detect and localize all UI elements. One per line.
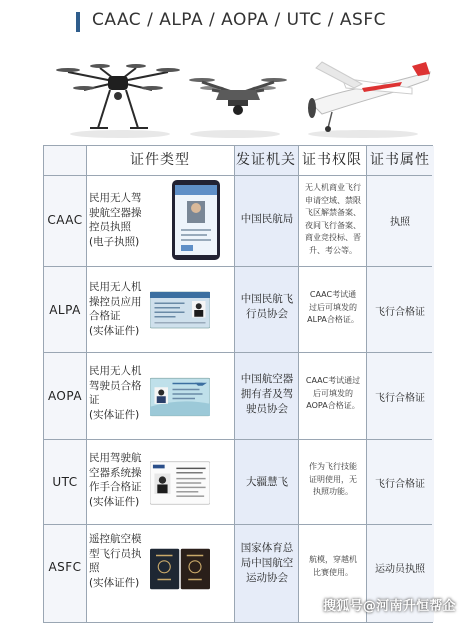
header-authority: 证书权限 — [302, 152, 362, 168]
hexacopter-drone-image — [54, 56, 182, 134]
issuer-text: 中国民航局 — [240, 213, 294, 225]
row-divider — [44, 266, 432, 267]
header-attribute: 证书属性 — [370, 152, 430, 168]
attribute-text: 飞行合格证 — [375, 307, 425, 318]
row-divider — [44, 352, 432, 353]
attribute-text: 执照 — [390, 217, 410, 228]
quadcopter-drone-image — [188, 72, 288, 118]
authority-text: CAAC考试通过 后可填发的 AOPA合格证。 — [305, 376, 361, 410]
authority-text: 航模，穿越机 比赛使用。 — [309, 555, 357, 577]
alpa-certificate-card-image — [150, 286, 210, 334]
source-watermark: 搜狐号@河南升恒帮企 — [322, 599, 456, 614]
license-code: AOPA — [47, 389, 83, 403]
license-code: UTC — [52, 475, 78, 489]
row-divider — [44, 175, 432, 176]
page-header — [0, 0, 466, 40]
attribute-text: 飞行合格证 — [375, 393, 425, 404]
column-divider — [86, 146, 87, 622]
header-issuer: 发证机关 — [236, 152, 296, 168]
asfc-license-passport-image — [150, 542, 210, 596]
aopa-certificate-card-image — [150, 372, 210, 422]
authority-text: 作为飞行技能 证明使用，无 执照功能。 — [309, 462, 357, 496]
column-divider — [234, 146, 235, 622]
fixed-wing-aircraft-image — [302, 58, 438, 134]
issuer-text: 中国航空器 拥有者及驾 驶员协会 — [240, 373, 294, 415]
license-code: CAAC — [47, 213, 83, 227]
column-divider — [298, 146, 299, 622]
issuer-text: 中国民航飞 行员协会 — [240, 293, 294, 320]
attribute-text: 运动员执照 — [375, 564, 425, 575]
license-name: 民用无人机 操控员应用 合格证 (实体证件) — [89, 281, 142, 337]
license-comparison-table — [43, 145, 433, 623]
license-name: 民用驾驶航 空器系统操 作手合格证 (实体证件) — [89, 452, 142, 508]
license-name: 遥控航空模 型飞行员执 照 (实体证件) — [89, 533, 142, 589]
header-accent-bar — [76, 12, 80, 32]
utc-certificate-card-image — [150, 454, 210, 512]
aircraft-illustrations — [40, 44, 440, 144]
license-code: ALPA — [49, 303, 81, 317]
electronic-license-phone-image — [166, 179, 226, 261]
aircraft-shadow — [190, 130, 280, 138]
license-code: ASFC — [48, 560, 82, 574]
authority-text: CAAC考试通 过后可填发的 ALPA合格证。 — [307, 290, 359, 324]
issuer-text: 国家体育总 局中国航空 运动协会 — [240, 542, 294, 584]
license-name: 民用无人机 驾驶员合格 证 (实体证件) — [89, 365, 142, 421]
row-divider — [44, 439, 432, 440]
issuer-text: 大疆慧飞 — [246, 476, 288, 488]
attribute-text: 飞行合格证 — [375, 479, 425, 490]
header-cert-type: 证件类型 — [130, 152, 190, 168]
license-name: 民用无人驾 驶航空器操 控员执照 (电子执照) — [89, 192, 142, 248]
row-divider — [44, 524, 432, 525]
authority-text: 无人机商业飞行 申请空域、禁限 飞区解禁备案、 夜间飞行备案、 商业竞投标、晋 升、考公等。 — [305, 183, 361, 255]
page-title: CAAC / ALPA / AOPA / UTC / ASFC — [92, 10, 386, 30]
